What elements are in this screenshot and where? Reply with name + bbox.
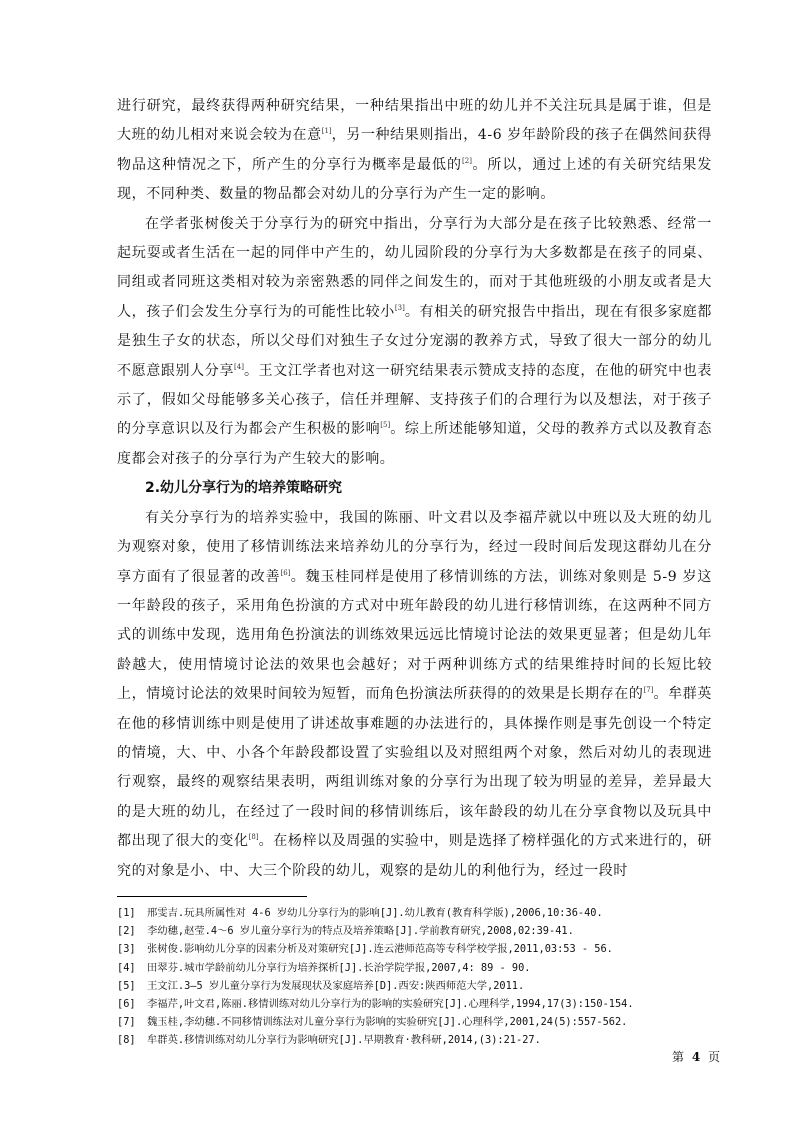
citation-marker: [2] <box>462 156 472 165</box>
body-paragraph <box>117 504 712 886</box>
section-heading <box>117 474 712 503</box>
body-text <box>117 92 712 886</box>
paragraph-text: 。综上所述能够知道，父母的教养方式以及教育态度都会对孩子的分享行为产生较大的影响。 <box>117 421 712 467</box>
paragraph-text: 。魏玉桂同样是使用了移情训练的方法，训练对象则是 5-9 岁这一年龄段的孩子，采用角色扮演的方式对中班年龄段的幼儿进行移情训练，在这两种不同方式的训练中发现，选用角色扮演法的训练效果远远比情境讨论法的效果更显著；但是幼儿年龄越大，使用情境讨论法的效果也会越好；对于两种训练方式的结果维持时间的长短比较上，情境讨论法的效果时间较为短暂，而角色扮演法所获得的的效果是长期存在的 <box>117 568 712 703</box>
footnote-number: [2] <box>117 925 136 938</box>
footnote-number: [8] <box>117 1034 136 1047</box>
page-number <box>672 1048 722 1065</box>
footnote-text: 李幼穗,赵莹.4～6 岁儿童分享行为的特点及培养策略[J].学前教育研究,2008,02:39-41. <box>147 925 574 938</box>
footnote-separator <box>117 896 307 897</box>
footnote-text: 田翠芬.城市学龄前幼儿分享行为培养探析[J].长治学院学报,2007,4: 89 - 90. <box>147 961 531 974</box>
citation-marker: [3] <box>394 303 405 312</box>
footnote <box>117 1013 717 1031</box>
footnotes <box>117 904 717 1050</box>
paragraph-text: ，另一种结果则指出，4-6 岁年龄阶段的孩子在偶然间获得物品这种情况之下，所产生的分享行为概率是最低的 <box>117 127 712 173</box>
footnote-number: [7] <box>117 1016 136 1029</box>
citation-marker: [7] <box>643 686 654 695</box>
footnote-text: 牟群英.移情训练对幼儿分享行为影响研究[J].早期教育·教科研,2014,(3):21-27. <box>147 1034 541 1047</box>
citation-marker: [4] <box>234 362 244 371</box>
footnote-number: [4] <box>117 961 136 974</box>
footnote <box>117 922 717 940</box>
footnote <box>117 959 717 977</box>
footnote-text: 张树俊.影响幼儿分享的因素分析及对策研究[J].连云港师范高等专科学校学报,2011,03:53 - 56. <box>147 943 613 956</box>
body-paragraph <box>117 210 712 475</box>
paragraph-text: 。在杨梓以及周强的实验中，则是选择了榜样强化的方式来进行的，研究的对象是小、中、大三个阶段的幼儿，观察的是幼儿的利他行为，经过一段时 <box>117 833 712 879</box>
page-number-prefix: 第 <box>672 1050 687 1064</box>
page-number-value: 4 <box>691 1050 703 1064</box>
citation-marker: [6] <box>280 568 291 577</box>
citation-marker: [1] <box>321 127 332 136</box>
paragraph-text: 。王文江学者也对这一研究结果表示赞成支持的态度，在他的研究中也表示了，假如父母能够多关心孩子，信任并理解、支持孩子们的合理行为以及想法，对于孩子的分享意识以及行为都会产生积极的影响 <box>117 362 712 438</box>
paragraph-text: 。有相关的研究报告中指出，现在有很多家庭都是独生子女的状态，所以父母们对独生子女过分宠溺的教养方式，导致了很大一部分的幼儿不愿意跟别人分享 <box>117 303 712 379</box>
footnote <box>117 904 717 922</box>
paragraph-text: 有关分享行为的培养实验中，我国的陈丽、叶文君以及李福芹就以中班以及大班的幼儿为观察对象，使用了移情训练法来培养幼儿的分享行为，经过一段时间后发现这群幼儿在分享方面有了很显著的改善 <box>117 509 712 585</box>
footnote-text: 魏玉桂,李幼穗.不同移情训练法对儿童分享行为影响的实验研究[J].心理科学,2001,24(5):557-562. <box>147 1016 628 1029</box>
footnote <box>117 940 717 958</box>
paragraph-text: 。所以，通过上述的有关研究结果发现，不同种类、数量的物品都会对幼儿的分享行为产生一定的影响。 <box>117 156 712 203</box>
page-number-suffix: 页 <box>708 1050 723 1064</box>
citation-marker: [5] <box>380 421 391 430</box>
footnote <box>117 977 717 995</box>
footnote-text: 李福芹,叶文君,陈丽.移情训练对幼儿分享行为的影响的实验研究[J].心理科学,1994,17(3):150-154. <box>147 998 634 1011</box>
footnote-number: [5] <box>117 979 136 992</box>
paragraph-text: 2.幼儿分享行为的培养策略研究 <box>145 480 343 497</box>
paragraph-text: 在学者张树俊关于分享行为的研究中指出，分享行为大部分是在孩子比较熟悉、经常一起玩耍或者生活在一起的同伴中产生的，幼儿园阶段的分享行为大多数都是在孩子的同桌、同组或者同班这类相对较为亲密熟悉的同伴之间发生的，而对于其他班级的小朋友或者是大人，孩子们会发生分享行为的可能性比较小 <box>117 215 712 320</box>
footnote-number: [6] <box>117 998 136 1011</box>
footnote-number: [3] <box>117 943 136 956</box>
footnote-text: 王文江.3—5 岁儿童分享行为发展现状及家庭培养[D].西安:陕西师范大学,2011. <box>147 979 525 992</box>
footnote-number: [1] <box>117 907 136 919</box>
footnote-text: 邢雯吉.玩具所属性对 4-6 岁幼儿分享行为的影响[J].幼儿教育(教育科学版),2006,10:36-40. <box>147 907 603 919</box>
footnote <box>117 995 717 1013</box>
body-paragraph <box>117 92 712 210</box>
paragraph-text: 。牟群英在他的移情训练中则是使用了讲述故事难题的办法进行的，具体操作则是事先创设一个特定的情境，大、中、小各个年龄段都设置了实验组以及对照组两个对象，然后对幼儿的表现进行观察，最终的观察结果表明，两组训练对象的分享行为出现了较为明显的差异，差异最大的是大班的幼儿，在经过了一段时间的移情训练后，该年龄段的幼儿在分享食物以及玩具中都出现了很大的变化 <box>117 686 712 850</box>
paragraph-text: 进行研究，最终获得两种研究结果，一种结果指出中班的幼儿并不关注玩具是属于谁，但是大班的幼儿相对来说会较为在意 <box>117 98 712 144</box>
footnote <box>117 1031 717 1049</box>
citation-marker: [8] <box>248 833 259 842</box>
